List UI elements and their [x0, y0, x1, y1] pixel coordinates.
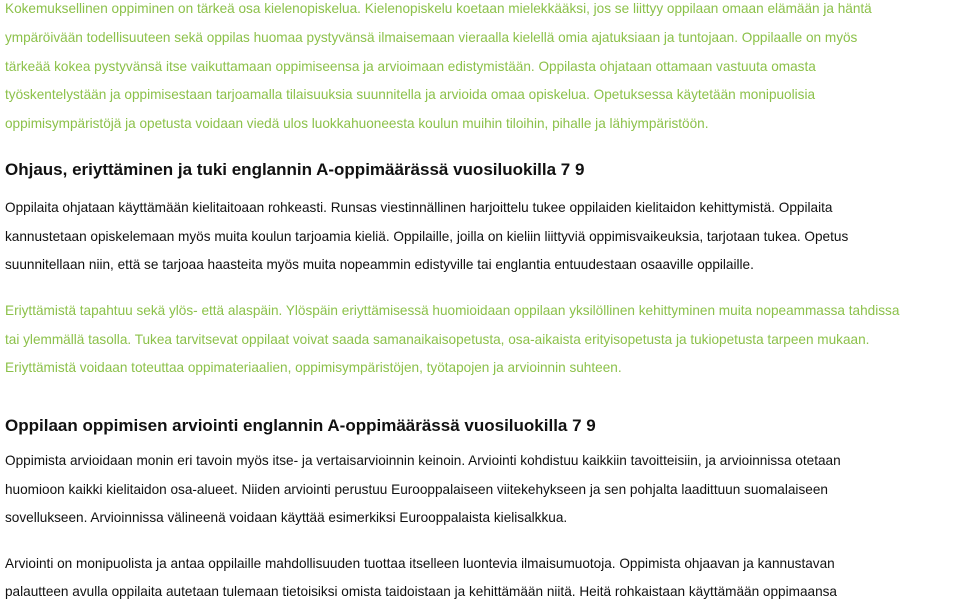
s2-p2-line-1: Arviointi on monipuolista ja antaa oppilaille mahdollisuuden tuottaa itselleen luontevia ilmaisumuotoja. Oppimista ohjaavan ja kannustavan: [5, 556, 835, 571]
intro-line-2: ympäröivään todellisuuteen sekä oppilas huomaa pystyvänsä ilmaisemaan vieraalla kielellä omia ajatuksiaan ja tuntojaan. Oppilaalle on myös: [5, 30, 858, 45]
s1-p1-line-3: suunnitellaan niin, että se tarjoaa haasteita myös muita nopeammin edistyville tai englantia entuudestaan osaaville oppilaille.: [5, 257, 754, 272]
s2-p1-line-2: huomioon kaikki kielitaidon osa-alueet. Niiden arviointi perustuu Eurooppalaiseen viitekehykseen ja sen pohjalta laadittuun suomalaiseen: [5, 482, 828, 497]
section-1-heading: Ohjaus, eriyttäminen ja tuki englannin A-oppimäärässä vuosiluokilla 7 9: [5, 160, 585, 179]
s2-p2-line-2: palautteen avulla oppilaita autetaan tulemaan tietoisiksi omista taidoistaan ja kehittämään niitä. Heitä rohkaistaan käyttämään oppimaansa: [5, 584, 837, 599]
intro-line-5: oppimisympäristöjä ja opetusta voidaan viedä ulos luokkahuoneesta koulun muihin tiloihin, pihalle ja lähiympäristöön.: [5, 116, 709, 131]
s2-p1-line-1: Oppimista arvioidaan monin eri tavoin myös itse- ja vertaisarvioinnin keinoin. Arviointi kohdistuu kaikkiin tavoitteisiin, ja arvioinnissa otetaan: [5, 453, 841, 468]
s1-p1-line-1: Oppilaita ohjataan käyttämään kielitaitoaan rohkeasti. Runsas viestinnällinen harjoittelu tukee oppilaiden kielitaidon kehittymistä. Oppilaita: [5, 200, 833, 215]
intro-line-4: työskentelystään ja oppimisestaan tarjoamalla tilaisuuksia suunnitella ja arvioida omaa opiskelua. Opetuksessa käytetään monipuolisia: [5, 87, 816, 102]
intro-line-3: tärkeää kokea pystyvänsä itse vaikuttamaan oppimiseensa ja arvioimaan edistymistään. Oppilasta ohjataan ottamaan vastuuta omasta: [5, 59, 816, 74]
s1-p2-line-3: Eriyttämistä voidaan toteuttaa oppimateriaalien, oppimisympäristöjen, työtapojen ja arvioinnin suhteen.: [5, 360, 622, 375]
s1-p1-line-2: kannustetaan opiskelemaan myös muita koulun tarjoamia kieliä. Oppilaille, joilla on kieliin liittyviä oppimisvaikeuksia, tarjotaan tukea. Opetus: [5, 229, 849, 244]
intro-line-1: Kokemuksellinen oppiminen on tärkeä osa kielenopiskelua. Kielenopiskelu koetaan mielekkääksi, jos se liittyy oppilaan omaan elämään ja häntä: [5, 1, 872, 16]
s1-p2-line-1: Eriyttämistä tapahtuu sekä ylös- että alaspäin. Ylöspäin eriyttämisessä huomioidaan oppilaan yksilöllinen kehittyminen muita nopeammassa tahdissa: [5, 303, 900, 318]
section-2-heading: Oppilaan oppimisen arviointi englannin A-oppimäärässä vuosiluokilla 7 9: [5, 416, 596, 435]
s2-p1-line-3: sovellukseen. Arvioinnissa välineenä voidaan käyttää esimerkiksi Eurooppalaista kielisalkkua.: [5, 510, 568, 525]
s1-p2-line-2: tai ylemmällä tasolla. Tukea tarvitsevat oppilaat voivat saada samanaikaisopetusta, osa-aikaista erityisopetusta ja tukiopetusta tarpeen mukaan.: [5, 332, 870, 347]
